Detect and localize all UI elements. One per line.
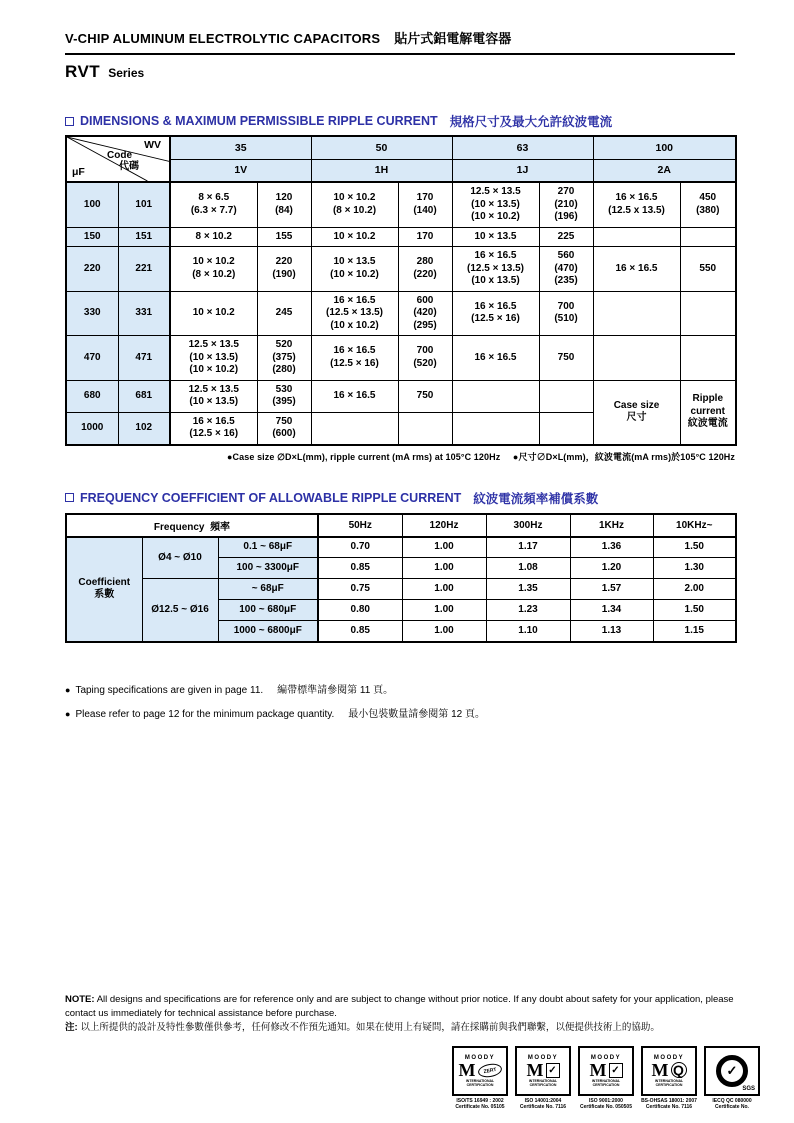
moody-m-icon: M	[526, 1060, 544, 1080]
series-label: Series	[108, 66, 145, 80]
ripple-current-cell: 750	[539, 336, 593, 381]
frequency-title-zh: 紋波電流頻率補償系數	[473, 491, 599, 506]
frequency-table	[65, 513, 737, 643]
certification-caption: ISO/TS 16949 : 2002 Certificate No. 05105	[455, 1098, 505, 1110]
ripple-current-cell: 560 (470) (235)	[539, 247, 593, 292]
moody-m-icon: M	[651, 1060, 669, 1080]
freq-col-300hz: 300Hz	[486, 514, 570, 537]
ripple-current-cell: 450 (380)	[680, 182, 736, 227]
case-size-cell: 16 × 16.5 (12.5 x 13.5)	[593, 182, 680, 227]
wv-35-header: 35	[170, 136, 311, 159]
coefficient-value-cell: 1.13	[570, 621, 653, 642]
capacitance-range-cell: 1000 ~ 6800μF	[218, 621, 318, 642]
case-size-cell: 16 × 16.5 (12.5 × 16)	[170, 412, 257, 445]
ripple-current-cell	[539, 412, 593, 445]
case-size-cell	[311, 412, 398, 445]
uf-cell: 470	[66, 336, 118, 381]
freq-col-120hz: 120Hz	[402, 514, 486, 537]
footer-note	[65, 993, 737, 1035]
note-package	[65, 705, 735, 720]
case-size-cell: 10 × 13.5 (10 × 10.2)	[311, 247, 398, 292]
certification-logo-moody-iso9001	[578, 1046, 634, 1110]
ripple-current-cell: 750 (600)	[257, 412, 311, 445]
moody-logo-box	[641, 1046, 697, 1096]
moody-sub-text: INTERNATIONAL CERTIFICATION	[528, 1079, 558, 1087]
coefficient-value-cell: 1.00	[402, 537, 486, 558]
page-content	[65, 0, 735, 729]
case-size-cell: 10 × 10.2	[170, 291, 257, 336]
case-size-cell: 10 × 10.2 (8 × 10.2)	[311, 182, 398, 227]
coefficient-value-cell: 1.50	[653, 600, 736, 621]
bullet-icon: ●	[65, 684, 71, 695]
certification-logo-moody-zert	[452, 1046, 508, 1110]
coefficient-label-cell: Coefficient 系數	[66, 537, 142, 642]
coefficient-value-cell: 1.00	[402, 621, 486, 642]
moody-m-icon: M	[458, 1060, 476, 1080]
capacitance-range-cell: 100 ~ 3300μF	[218, 558, 318, 579]
certification-logo-sgs	[704, 1046, 760, 1110]
freq-col-50hz: 50Hz	[318, 514, 402, 537]
case-size-cell: 8 × 6.5 (6.3 × 7.7)	[170, 182, 257, 227]
sgs-text: SGS	[742, 1086, 755, 1092]
frequency-title-en: FREQUENCY COEFFICIENT OF ALLOWABLE RIPPLE CURRENT	[80, 490, 462, 505]
code-cell: 221	[118, 247, 170, 292]
diameter-range-cell: Ø12.5 ~ Ø16	[142, 579, 218, 642]
moody-logo-box	[515, 1046, 571, 1096]
certification-logo-moody-iso14001	[515, 1046, 571, 1110]
coefficient-value-cell: 1.57	[570, 579, 653, 600]
uf-cell: 680	[66, 380, 118, 412]
note-taping-zh: 編帶標準請參閱第 11 頁。	[277, 684, 394, 696]
footnote-en: ●Case size ∅D×L(mm), ripple current (mA rms) at 105°C 120Hz	[227, 451, 501, 462]
moody-m-icon: M	[589, 1060, 607, 1080]
coefficient-value-cell: 1.35	[486, 579, 570, 600]
case-size-cell: 12.5 × 13.5 (10 × 13.5) (10 × 10.2)	[170, 336, 257, 381]
ripple-current-cell: 220 (190)	[257, 247, 311, 292]
footer-note-en: NOTE: All designs and specifications are for reference only and are subject to change without prior notice. If any doubt about safety for your application, please contact us immediately for technical assistance before purchase.	[65, 994, 734, 1019]
dimensions-row	[66, 182, 736, 227]
coefficient-value-cell: 1.00	[402, 579, 486, 600]
check-icon: ✓	[546, 1063, 560, 1078]
ripple-current-cell	[680, 291, 736, 336]
diameter-range-cell: Ø4 ~ Ø10	[142, 537, 218, 579]
ripple-current-cell: 270 (210) (196)	[539, 182, 593, 227]
moody-brand-text: MOODY	[464, 1055, 496, 1061]
footer-note-zh: 注: 以上所提供的設計及特性參數僅供參考，任何修改不作預先通知。如果在使用上有疑問，請在採購前與我們聯繫，以便提供技術上的協助。	[65, 1022, 660, 1033]
moody-sub-text: INTERNATIONAL CERTIFICATION	[591, 1079, 621, 1087]
note-package-zh: 最小包裝數量請參閱第 12 頁。	[348, 708, 485, 720]
page-title-zh: 貼片式鋁電解電容器	[394, 31, 512, 46]
code-cell: 101	[118, 182, 170, 227]
check-icon: ✓	[609, 1063, 623, 1078]
dimensions-row	[66, 227, 736, 247]
ripple-current-cell: 155	[257, 227, 311, 247]
ripple-current-cell: 280 (220)	[398, 247, 452, 292]
page-header	[65, 28, 735, 55]
coefficient-value-cell: 0.85	[318, 558, 402, 579]
case-size-cell	[452, 380, 539, 412]
code-cell: 102	[118, 412, 170, 445]
freq-col-1khz: 1KHz	[570, 514, 653, 537]
frequency-row	[66, 579, 736, 600]
table-footnote	[65, 450, 735, 463]
dimensions-title-zh: 規格尺寸及最大允許紋波電流	[449, 115, 613, 129]
certification-caption: ISO 9001:2000 Certificate No. 050505	[580, 1098, 632, 1110]
case-size-cell: 10 × 10.2	[311, 227, 398, 247]
code-1j-header: 1J	[452, 159, 593, 182]
code-1v-header: 1V	[170, 159, 311, 182]
case-size-cell: 16 × 16.5	[452, 336, 539, 381]
ripple-current-cell: 600 (420) (295)	[398, 291, 452, 336]
uf-cell: 150	[66, 227, 118, 247]
coefficient-value-cell: 1.08	[486, 558, 570, 579]
q-icon: Q	[671, 1062, 687, 1078]
coefficient-value-cell: 1.15	[653, 621, 736, 642]
ripple-current-cell: 245	[257, 291, 311, 336]
coefficient-value-cell: 1.00	[402, 558, 486, 579]
dimensions-row	[66, 336, 736, 381]
ripple-current-cell	[680, 336, 736, 381]
dimensions-row	[66, 291, 736, 336]
dimensions-row	[66, 247, 736, 292]
sgs-ring-icon	[716, 1055, 748, 1087]
code-cell: 471	[118, 336, 170, 381]
corner-code-label: Code 代碼	[107, 150, 139, 172]
code-2a-header: 2A	[593, 159, 736, 182]
series-header	[65, 62, 735, 82]
wv-50-header: 50	[311, 136, 452, 159]
legend-case-size: Case size 尺寸	[593, 380, 680, 445]
ripple-current-cell: 750	[398, 380, 452, 412]
checkbox-icon	[65, 493, 74, 502]
note-package-en: Please refer to page 12 for the minimum package quantity.	[75, 708, 335, 720]
coefficient-value-cell: 2.00	[653, 579, 736, 600]
check-icon: ✓	[726, 1063, 738, 1078]
case-size-cell: 10 × 13.5	[452, 227, 539, 247]
freq-col-10khz: 10KHz~	[653, 514, 736, 537]
checkbox-icon	[65, 117, 74, 126]
code-cell: 151	[118, 227, 170, 247]
coefficient-value-cell: 1.23	[486, 600, 570, 621]
uf-cell: 330	[66, 291, 118, 336]
case-size-cell: 16 × 16.5 (12.5 × 13.5) (10 x 13.5)	[452, 247, 539, 292]
case-size-cell: 12.5 × 13.5 (10 × 13.5)	[170, 380, 257, 412]
ripple-current-cell: 170	[398, 227, 452, 247]
note-taping	[65, 681, 735, 696]
capacitance-range-cell: 0.1 ~ 68μF	[218, 537, 318, 558]
moody-brand-text: MOODY	[590, 1055, 622, 1061]
coefficient-value-cell: 1.20	[570, 558, 653, 579]
sgs-logo-box	[704, 1046, 760, 1096]
coefficient-value-cell: 1.50	[653, 537, 736, 558]
dimensions-title-en: DIMENSIONS & MAXIMUM PERMISSIBLE RIPPLE CURRENT	[80, 114, 438, 128]
case-size-cell: 16 × 16.5 (12.5 × 13.5) (10 x 10.2)	[311, 291, 398, 336]
capacitance-range-cell: 100 ~ 680μF	[218, 600, 318, 621]
capacitance-range-cell: ~ 68μF	[218, 579, 318, 600]
coefficient-value-cell: 1.10	[486, 621, 570, 642]
case-size-cell	[593, 291, 680, 336]
ripple-current-cell: 700 (510)	[539, 291, 593, 336]
certification-caption: BS-OHSAS 18001: 2007 Certificate No. 7116	[641, 1098, 697, 1110]
ripple-current-cell: 550	[680, 247, 736, 292]
notes-list	[65, 681, 735, 720]
certification-logos	[452, 1046, 760, 1110]
moody-brand-text: MOODY	[527, 1055, 559, 1061]
corner-wv-label: WV	[144, 139, 161, 151]
case-size-cell: 16 × 16.5 (12.5 × 16)	[452, 291, 539, 336]
case-size-cell: 12.5 × 13.5 (10 × 13.5) (10 × 10.2)	[452, 182, 539, 227]
moody-logo-box	[578, 1046, 634, 1096]
code-cell: 331	[118, 291, 170, 336]
case-size-cell	[593, 227, 680, 247]
coefficient-value-cell: 1.00	[402, 600, 486, 621]
dimensions-section-title	[65, 112, 735, 130]
moody-logo-box	[452, 1046, 508, 1096]
case-size-cell	[452, 412, 539, 445]
coefficient-value-cell: 1.17	[486, 537, 570, 558]
certification-caption: ISO 14001:2004 Certificate No. 7116	[519, 1098, 567, 1110]
moody-sub-text: INTERNATIONAL CERTIFICATION	[465, 1079, 495, 1087]
coefficient-value-cell: 0.85	[318, 621, 402, 642]
ripple-current-cell: 170 (140)	[398, 182, 452, 227]
case-size-cell	[593, 336, 680, 381]
case-size-cell: 10 × 10.2 (8 × 10.2)	[170, 247, 257, 292]
frequency-header-cell: Frequency 頻率	[66, 514, 318, 537]
uf-cell: 100	[66, 182, 118, 227]
ripple-current-cell	[539, 380, 593, 412]
coefficient-value-cell: 0.80	[318, 600, 402, 621]
series-name: RVT	[65, 62, 101, 81]
legend-ripple-current: Ripple current 紋波電流	[680, 380, 736, 445]
case-size-cell: 16 × 16.5	[311, 380, 398, 412]
ripple-current-cell: 700 (520)	[398, 336, 452, 381]
coefficient-value-cell: 1.30	[653, 558, 736, 579]
bullet-icon: ●	[65, 708, 71, 719]
frequency-row	[66, 537, 736, 558]
uf-cell: 1000	[66, 412, 118, 445]
uf-cell: 220	[66, 247, 118, 292]
ripple-current-cell: 225	[539, 227, 593, 247]
note-taping-en: Taping specifications are given in page 11.	[75, 684, 264, 696]
coefficient-value-cell: 1.34	[570, 600, 653, 621]
certification-caption: IECQ QC 080000 Certificate No.	[712, 1098, 752, 1110]
wv-63-header: 63	[452, 136, 593, 159]
moody-sub-text: INTERNATIONAL CERTIFICATION	[654, 1079, 684, 1087]
corner-header-cell	[66, 136, 170, 182]
case-size-cell: 8 × 10.2	[170, 227, 257, 247]
coefficient-value-cell: 1.36	[570, 537, 653, 558]
coefficient-value-cell: 0.75	[318, 579, 402, 600]
certification-logo-moody-ohsas	[641, 1046, 697, 1110]
footnote-zh: ●尺寸∅D×L(mm)，紋波電流(mA rms)於105°C 120Hz	[512, 451, 735, 462]
ripple-current-cell	[398, 412, 452, 445]
case-size-cell: 16 × 16.5	[593, 247, 680, 292]
wv-header-row	[66, 136, 736, 159]
code-1h-header: 1H	[311, 159, 452, 182]
coefficient-value-cell: 0.70	[318, 537, 402, 558]
wv-100-header: 100	[593, 136, 736, 159]
corner-uf-label: μF	[72, 166, 85, 178]
code-cell: 681	[118, 380, 170, 412]
zert-icon: ZERT	[477, 1062, 503, 1079]
moody-brand-text: MOODY	[653, 1055, 685, 1061]
ripple-current-cell: 120 (84)	[257, 182, 311, 227]
ripple-current-cell: 520 (375) (280)	[257, 336, 311, 381]
dimensions-row	[66, 380, 736, 412]
dimensions-table	[65, 135, 737, 446]
frequency-header-row	[66, 514, 736, 537]
frequency-section-title	[65, 489, 735, 507]
ripple-current-cell	[680, 227, 736, 247]
ripple-current-cell: 530 (395)	[257, 380, 311, 412]
page-title: V-CHIP ALUMINUM ELECTROLYTIC CAPACITORS	[65, 31, 381, 46]
case-size-cell: 16 × 16.5 (12.5 × 16)	[311, 336, 398, 381]
